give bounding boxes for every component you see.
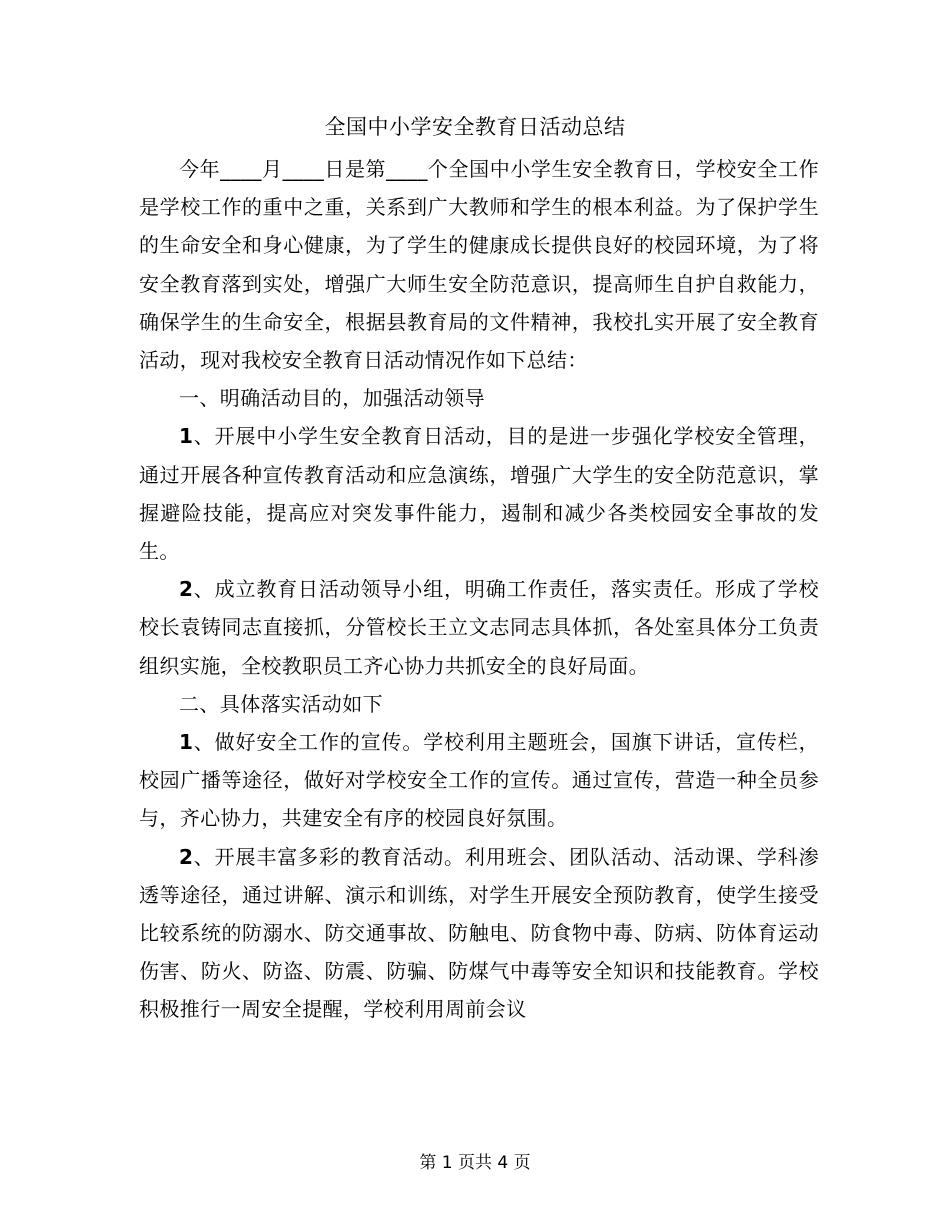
section-heading-2: 二、具体落实活动如下 [179,691,383,716]
page-title: 全国中小学安全教育日活动总结 [324,115,626,139]
section1-item-1 [139,417,819,570]
item-text: 、做好安全工作的宣传。学校利用主题班会，国旗下讲话，宣传栏，校园广播等途径，做好对学校安全工作的宣传。通过宣传，营造一种全员参与，齐心协力，共建安全有序的校园良好氛围。 [139,730,819,831]
section1-item-2 [139,570,819,685]
section-heading-1: 一、明确活动目的，加强活动领导 [179,386,485,411]
section2-item-2 [139,838,819,1029]
page-footer: 第 1 页共 4 页 [419,1153,531,1173]
document-body [139,150,819,1029]
item-number: 2 [179,577,194,602]
section2-item-1 [139,723,819,838]
item-text: 、开展中小学生安全教育日活动，目的是进一步强化学校安全管理，通过开展各种宣传教育活动和应急演练，增强广大学生的安全防范意识，掌握避险技能，提高应对突发事件能力，遏制和减少各类校园安全事故的发生。 [139,424,819,564]
item-text: 、开展丰富多彩的教育活动。利用班会、团队活动、活动课、学科渗透等途径，通过讲解、演示和训练，对学生开展安全预防教育，使学生接受比较系统的防溺水、防交通事故、防触电、防食物中毒、防病、防体育运动伤害、防火、防盗、防震、防骗、防煤气中毒等安全知识和技能教育。学校积极推行一周安全提醒，学校利用周前会议 [139,844,819,1022]
item-text: 、成立教育日活动领导小组，明确工作责任，落实责任。形成了学校校长袁铸同志直接抓，分管校长王立文志同志具体抓，各处室具体分工负责组织实施，全校教职员工齐心协力共抓安全的良好局面。 [139,577,819,678]
item-number: 1 [179,730,194,755]
intro-paragraph: 今年____月____日是第____个全国中小学生安全教育日，学校安全工作是学校工作的重中之重，关系到广大教师和学生的根本利益。为了保护学生的生命安全和身心健康，为了学生的健康成长提供良好的校园环境，为了将安全教育落到实处，增强广大师生安全防范意识，提高师生自护自救能力，确保学生的生命安全，根据县教育局的文件精神，我校扎实开展了安全教育活动，现对我校安全教育日活动情况作如下总结： [139,157,819,373]
item-number: 1 [179,424,194,449]
item-number: 2 [179,844,194,869]
